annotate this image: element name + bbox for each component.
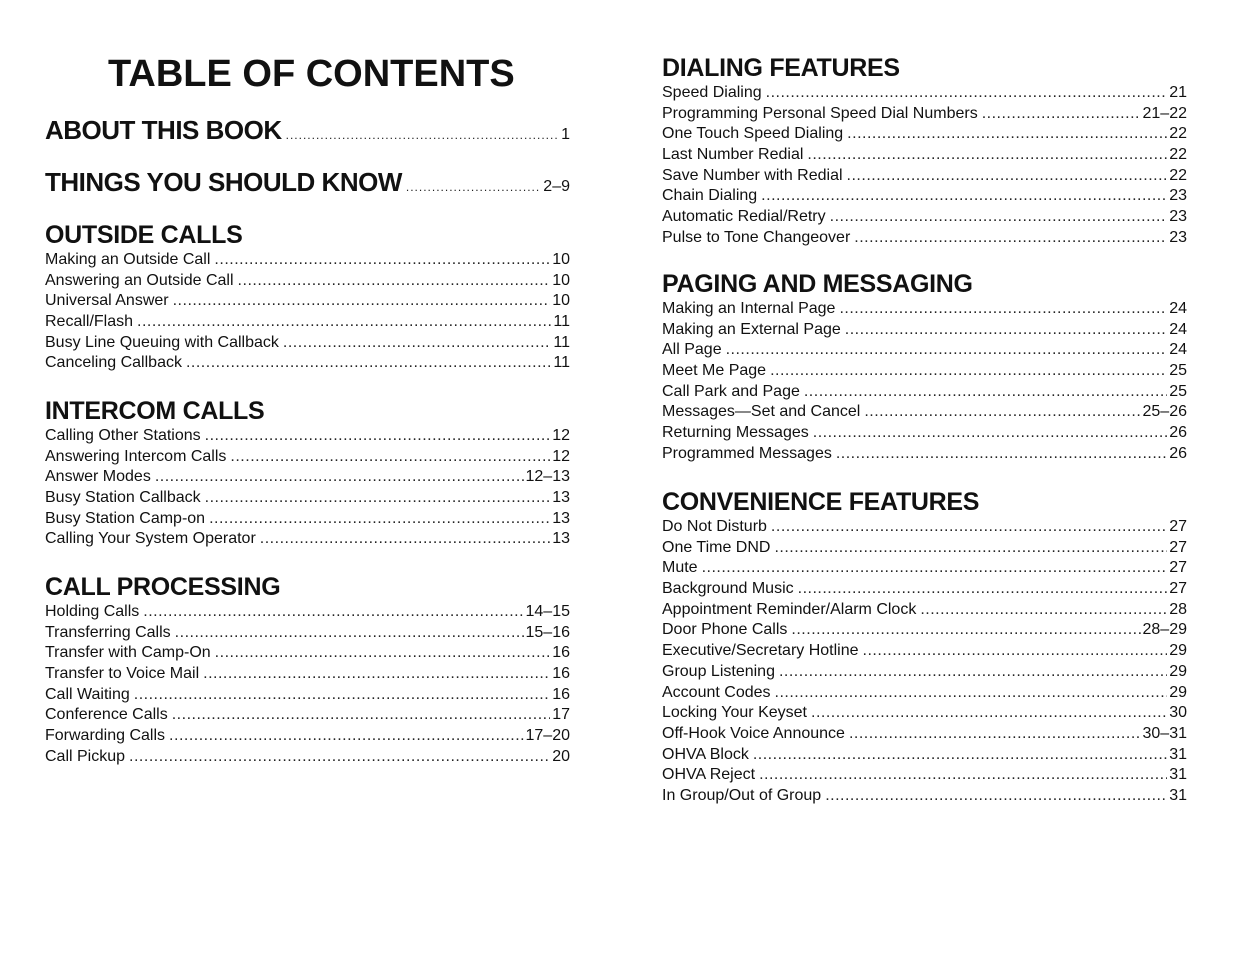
toc-entry-about-this-book[interactable] — [45, 115, 570, 146]
toc-entry-page: 13 — [552, 489, 570, 507]
toc-entry-label: Answer Modes — [45, 468, 151, 486]
leader-dots — [849, 724, 1141, 745]
toc-entry[interactable] — [45, 271, 570, 292]
leader-dots — [813, 423, 1167, 444]
section-call-processing — [45, 572, 570, 768]
toc-entry-label: Pulse to Tone Changeover — [662, 228, 851, 246]
toc-entry[interactable] — [662, 786, 1187, 807]
toc-entry-label: One Time DND — [662, 538, 771, 556]
toc-entry-page: 24 — [1169, 300, 1187, 317]
toc-entry-label: Call Waiting — [45, 685, 130, 703]
toc-entry[interactable] — [45, 643, 570, 664]
toc-entry-page: 16 — [552, 644, 570, 662]
toc-entry[interactable] — [662, 207, 1187, 228]
leader-dots — [209, 509, 550, 530]
toc-entry[interactable] — [662, 641, 1187, 662]
leader-dots — [774, 538, 1167, 559]
toc-entry-page: 11 — [553, 333, 570, 351]
toc-entry-label: Making an Internal Page — [662, 300, 836, 317]
toc-entry[interactable] — [662, 579, 1187, 600]
leader-dots — [172, 705, 550, 726]
section-heading: CONVENIENCE FEATURES — [662, 488, 980, 516]
toc-entry-label: Transferring Calls — [45, 623, 171, 641]
leader-dots — [286, 128, 559, 142]
toc-entry[interactable] — [662, 124, 1187, 145]
toc-entry-page: 27 — [1169, 580, 1187, 598]
toc-entry-page: 15–16 — [525, 623, 570, 641]
toc-entry-list — [662, 517, 1187, 807]
toc-entry-label: Making an External Page — [662, 320, 841, 338]
leader-dots — [761, 186, 1167, 207]
toc-entry-label: Busy Station Camp-on — [45, 509, 206, 527]
toc-entry-label: Speed Dialing — [662, 84, 762, 101]
leader-dots — [143, 602, 523, 623]
toc-entry[interactable] — [45, 623, 570, 644]
toc-entry-list — [662, 83, 1187, 249]
leader-dots — [186, 353, 551, 374]
leader-dots — [864, 402, 1140, 423]
toc-entry-page: 24 — [1169, 320, 1187, 338]
leader-dots — [260, 529, 550, 550]
toc-entry-page: 17–20 — [525, 727, 570, 745]
toc-entry-page: 22 — [1169, 125, 1187, 143]
toc-entry-label: Save Number with Redial — [662, 166, 843, 184]
toc-entry[interactable] — [45, 353, 570, 374]
leader-dots — [920, 600, 1167, 621]
toc-entry-page: 31 — [1169, 745, 1187, 763]
toc-entry[interactable] — [662, 703, 1187, 724]
toc-entry-page: 10 — [552, 292, 570, 310]
toc-entry-label: Background Music — [662, 580, 794, 598]
toc-entry[interactable] — [662, 83, 1187, 104]
toc-entry-page: 24 — [1169, 341, 1187, 359]
toc-entry-page: 14–15 — [525, 603, 570, 620]
section-convenience-features — [662, 487, 1187, 807]
toc-entry-page: 12 — [552, 427, 570, 444]
toc-entry[interactable] — [662, 228, 1187, 249]
toc-entry[interactable] — [45, 312, 570, 333]
toc-entry-label: Meet Me Page — [662, 362, 767, 380]
toc-entry-page: 12–13 — [525, 468, 570, 486]
leader-dots — [175, 623, 524, 644]
toc-entry[interactable] — [662, 186, 1187, 207]
toc-entry-page: 27 — [1169, 559, 1187, 577]
toc-entry-label: Transfer to Voice Mail — [45, 665, 200, 683]
toc-entry-list — [45, 250, 570, 374]
toc-entry-label: One Touch Speed Dialing — [662, 125, 844, 143]
leader-dots — [406, 180, 541, 194]
page-title: TABLE OF CONTENTS — [108, 53, 515, 95]
toc-entry-label: Messages—Set and Cancel — [662, 403, 861, 421]
toc-entry-label: Appointment Reminder/Alarm Clock — [662, 600, 917, 618]
toc-entry-page: 22 — [1169, 146, 1187, 164]
leader-dots — [753, 745, 1167, 766]
toc-entry-label: Automatic Redial/Retry — [662, 208, 826, 226]
toc-entry[interactable] — [45, 333, 570, 354]
toc-entry[interactable] — [662, 558, 1187, 579]
section-intercom-calls — [45, 396, 570, 550]
toc-entry-page: 23 — [1169, 228, 1187, 246]
leader-dots — [759, 765, 1167, 786]
toc-entry-label: Canceling Callback — [45, 354, 182, 372]
toc-entry-page: 27 — [1169, 518, 1187, 535]
toc-entry-label: Returning Messages — [662, 424, 809, 442]
toc-entry[interactable] — [662, 724, 1187, 745]
toc-entry-page: 11 — [553, 313, 570, 331]
toc-entry-page: 29 — [1169, 662, 1187, 680]
toc-entry-label: Last Number Redial — [662, 146, 804, 164]
toc-entry-page: 25 — [1169, 382, 1187, 400]
leader-dots — [702, 558, 1168, 579]
toc-entry-label: Transfer with Camp-On — [45, 644, 211, 662]
toc-entry-page: 16 — [552, 685, 570, 703]
leader-dots — [779, 662, 1167, 683]
toc-entry[interactable] — [662, 662, 1187, 683]
toc-entry[interactable] — [45, 509, 570, 530]
leader-dots — [775, 683, 1168, 704]
toc-entry-label: Call Park and Page — [662, 382, 800, 400]
toc-entry-page: 10 — [552, 271, 570, 289]
toc-entry-page: 23 — [1169, 208, 1187, 226]
toc-entry-label: Door Phone Calls — [662, 621, 788, 639]
toc-entry-label: THINGS YOU SHOULD KNOW — [45, 167, 402, 197]
toc-entry-label: Busy Station Callback — [45, 489, 201, 507]
toc-entry-page: 2–9 — [543, 178, 570, 195]
leader-dots — [726, 340, 1168, 361]
leader-dots — [847, 166, 1168, 187]
leader-dots — [847, 124, 1167, 145]
leader-dots — [205, 426, 551, 447]
toc-entry-label: Conference Calls — [45, 706, 168, 724]
toc-entry-page: 29 — [1169, 642, 1187, 660]
toc-entry[interactable] — [662, 683, 1187, 704]
toc-entry-things-you-should-know[interactable] — [45, 167, 570, 198]
leader-dots — [203, 664, 550, 685]
leader-dots — [771, 517, 1167, 538]
toc-entry-label: Call Pickup — [45, 747, 126, 765]
toc-entry[interactable] — [662, 340, 1187, 361]
leader-dots — [238, 271, 551, 292]
toc-entry-page: 27 — [1169, 538, 1187, 556]
toc-entry-page: 22 — [1169, 166, 1187, 184]
leader-dots — [129, 747, 550, 768]
toc-entry-page: 30–31 — [1142, 724, 1187, 742]
toc-entry[interactable] — [45, 726, 570, 747]
toc-entry[interactable] — [45, 291, 570, 312]
toc-entry-label: Programming Personal Speed Dial Numbers — [662, 104, 978, 122]
toc-entry-list — [45, 602, 570, 768]
leader-dots — [854, 228, 1167, 249]
leader-dots — [770, 361, 1167, 382]
leader-dots — [804, 382, 1167, 403]
section-heading: CALL PROCESSING — [45, 573, 281, 601]
toc-entry-page: 28 — [1169, 600, 1187, 618]
leader-dots — [137, 312, 551, 333]
toc-entry-page: 25–26 — [1142, 403, 1187, 421]
toc-entry[interactable] — [662, 538, 1187, 559]
toc-entry-page: 12 — [552, 447, 570, 465]
toc-entry[interactable] — [662, 166, 1187, 187]
toc-entry-label: Mute — [662, 559, 698, 577]
leader-dots — [205, 488, 551, 509]
toc-entry-label: Off-Hook Voice Announce — [662, 724, 845, 742]
toc-entry[interactable] — [45, 705, 570, 726]
toc-entry[interactable] — [662, 382, 1187, 403]
leader-dots — [825, 786, 1167, 807]
toc-entry[interactable] — [45, 747, 570, 768]
leader-dots — [830, 207, 1168, 228]
leader-dots — [982, 104, 1141, 125]
toc-entry[interactable] — [45, 467, 570, 488]
leader-dots — [169, 726, 523, 747]
leader-dots — [215, 643, 551, 664]
toc-entry-label: Calling Your System Operator — [45, 530, 256, 548]
toc-entry[interactable] — [662, 620, 1187, 641]
section-outside-calls — [45, 220, 570, 374]
section-heading: OUTSIDE CALLS — [45, 221, 243, 249]
toc-entry-page: 10 — [552, 251, 570, 268]
toc-entry[interactable] — [662, 600, 1187, 621]
toc-entry-label: Busy Line Queuing with Callback — [45, 333, 279, 351]
toc-entry-label: ABOUT THIS BOOK — [45, 115, 282, 145]
toc-entry-list — [662, 299, 1187, 465]
toc-entry-label: Group Listening — [662, 662, 775, 680]
section-heading: PAGING AND MESSAGING — [662, 270, 973, 298]
toc-entry[interactable] — [45, 488, 570, 509]
toc-entry-label: OHVA Reject — [662, 766, 756, 784]
toc-entry-label: Do Not Disturb — [662, 518, 767, 535]
toc-entry-label: In Group/Out of Group — [662, 786, 822, 804]
toc-entry-label: Executive/Secretary Hotline — [662, 642, 859, 660]
toc-entry[interactable] — [45, 602, 570, 623]
toc-entry-page: 26 — [1169, 444, 1187, 462]
toc-entry-list — [45, 426, 570, 550]
toc-entry-page: 16 — [552, 665, 570, 683]
toc-entry-page: 13 — [552, 530, 570, 548]
toc-entry-label: Forwarding Calls — [45, 727, 166, 745]
toc-entry[interactable] — [662, 299, 1187, 320]
toc-entry-page: 20 — [552, 747, 570, 765]
toc-entry[interactable] — [662, 745, 1187, 766]
leader-dots — [766, 83, 1168, 104]
toc-entry-page: 21 — [1169, 84, 1187, 101]
toc-entry-page: 1 — [561, 126, 570, 143]
toc-entry-page: 28–29 — [1142, 621, 1187, 639]
leader-dots — [798, 579, 1168, 600]
leader-dots — [155, 467, 524, 488]
toc-entry-page: 30 — [1169, 704, 1187, 722]
leader-dots — [214, 250, 550, 271]
toc-entry[interactable] — [45, 250, 570, 271]
toc-entry-page: 23 — [1169, 187, 1187, 205]
toc-entry-label: Programmed Messages — [662, 444, 832, 462]
section-paging-and-messaging — [662, 269, 1187, 465]
toc-entry-label: Answering Intercom Calls — [45, 447, 227, 465]
toc-entry[interactable] — [662, 765, 1187, 786]
toc-entry-label: Holding Calls — [45, 603, 140, 620]
toc-entry-page: 13 — [552, 509, 570, 527]
toc-entry-label: Answering an Outside Call — [45, 271, 234, 289]
toc-entry-label: Calling Other Stations — [45, 427, 201, 444]
toc-entry[interactable] — [45, 426, 570, 447]
section-heading: DIALING FEATURES — [662, 54, 900, 82]
toc-entry[interactable] — [662, 104, 1187, 125]
leader-dots — [863, 641, 1168, 662]
leader-dots — [807, 145, 1167, 166]
toc-entry-page: 21–22 — [1142, 104, 1187, 122]
leader-dots — [283, 333, 551, 354]
toc-entry[interactable] — [45, 447, 570, 468]
toc-entry[interactable] — [45, 685, 570, 706]
leader-dots — [134, 685, 550, 706]
toc-entry-label: Making an Outside Call — [45, 251, 211, 268]
toc-entry[interactable] — [662, 361, 1187, 382]
toc-entry[interactable] — [662, 444, 1187, 465]
toc-entry-page: 17 — [552, 706, 570, 724]
toc-entry-page: 31 — [1169, 766, 1187, 784]
toc-entry-page: 29 — [1169, 683, 1187, 701]
toc-entry-label: All Page — [662, 341, 722, 359]
toc-entry[interactable] — [662, 423, 1187, 444]
section-heading: INTERCOM CALLS — [45, 397, 265, 425]
leader-dots — [173, 291, 551, 312]
toc-entry-label: Account Codes — [662, 683, 771, 701]
section-dialing-features — [662, 53, 1187, 249]
leader-dots — [836, 444, 1167, 465]
toc-entry-page: 25 — [1169, 362, 1187, 380]
leader-dots — [845, 320, 1167, 341]
toc-entry[interactable] — [662, 145, 1187, 166]
toc-entry-page: 31 — [1169, 786, 1187, 804]
toc-entry[interactable] — [662, 517, 1187, 538]
leader-dots — [839, 299, 1167, 320]
leader-dots — [811, 703, 1167, 724]
toc-entry-label: Chain Dialing — [662, 187, 758, 205]
toc-entry-label: Locking Your Keyset — [662, 704, 807, 722]
toc-entry-label: OHVA Block — [662, 745, 749, 763]
toc-entry[interactable] — [662, 320, 1187, 341]
toc-entry-label: Universal Answer — [45, 292, 169, 310]
toc-entry[interactable] — [45, 529, 570, 550]
toc-entry[interactable] — [662, 402, 1187, 423]
leader-dots — [791, 620, 1140, 641]
toc-entry-page: 26 — [1169, 424, 1187, 442]
toc-entry-page: 11 — [553, 354, 570, 372]
leader-dots — [230, 447, 550, 468]
toc-entry-label: Recall/Flash — [45, 313, 134, 331]
toc-entry[interactable] — [45, 664, 570, 685]
